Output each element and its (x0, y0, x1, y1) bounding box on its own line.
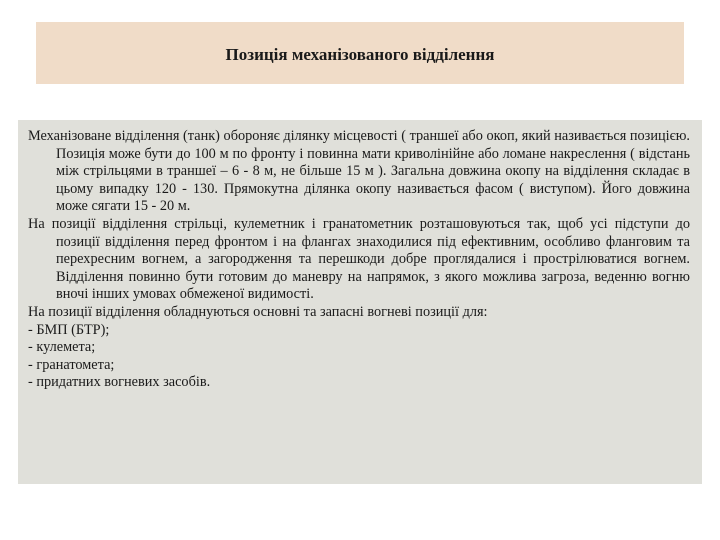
content-panel (18, 120, 702, 484)
list-item-fire-means: - придатних вогневих засобів. (28, 374, 211, 391)
title-banner (36, 22, 684, 84)
list-item-bmp: - БМП (БТР); (28, 321, 110, 338)
list-item-machine-gun: - кулемета; (28, 339, 96, 356)
paragraph-firing-positions-intro: На позиції відділення обладнуються основні та запасні вогневі позиції для: (28, 303, 488, 320)
paragraph-squad-placement: На позиції відділення стрільці, кулеметник і гранатометник розташовуються так, щоб усі підступи до позиції відділення перед фронтом і на флангах знаходилися під ефективним, особливо фланговим та перехресним вогнем, а загородження та перешкоди добре проглядалися і прострілюватися вогнем. Відділення повинно бути готовим до маневру на напрямок, з якого можлива загроза, веденню вогню вночі інших умовах обмеженої видимості. (28, 215, 690, 303)
slide-title: Позиція механізованого відділення (225, 45, 495, 64)
paragraph-position-description: Механізоване відділення (танк) обороняє ділянку місцевості ( траншеї або окоп, який називається позицією. Позиція може бути до 100 м по фронту і повинна мати криволінійне або ломане накреслення ( відстань між стрільцями в траншеї – 6 - 8 м, не більше 15 м ). Загальна довжина окопу на відділення складає в цьому випадку 120 - 130. Прямокутна ділянка окопу називається фасом ( виступом). Його довжина може сягати 15 - 20 м. (28, 128, 690, 215)
list-item-grenade-launcher: - гранатомета; (28, 356, 115, 373)
